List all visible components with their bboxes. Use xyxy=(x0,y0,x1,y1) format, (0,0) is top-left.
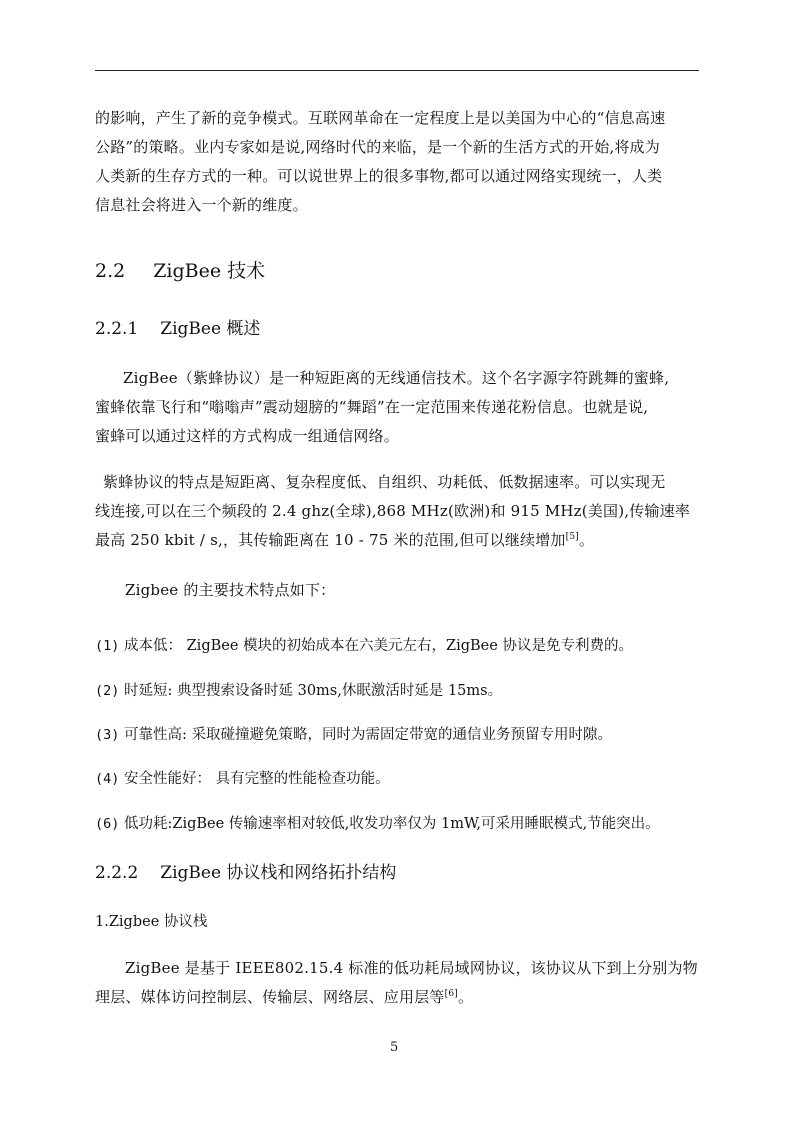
item-text: 可靠性高: 采取碰撞避免策略，同时为需固定带宽的通信业务预留专用时隙。 xyxy=(124,727,612,743)
subsection-title xyxy=(95,911,207,933)
feature-item xyxy=(95,680,502,702)
item-text: 低功耗:ZigBee 传输速率相对较低,收发功率仅为 1mW,可采用睡眠模式,节能突出。 xyxy=(124,816,660,832)
zigbee-overview-paragraph xyxy=(95,364,715,451)
feature-item xyxy=(95,724,612,746)
text-line: ZigBee（紫蜂协议）是一种短距离的无线通信技术。这个名字源字符跳舞的蜜蜂, xyxy=(123,369,670,387)
text-line: 蜜蜂可以通过这样的方式构成一组通信网络。 xyxy=(95,427,400,445)
citation: [5] xyxy=(565,532,579,542)
section-heading-2-2-1 xyxy=(95,318,260,340)
text-line: 线连接,可以在三个频段的 2.4 ghz(全球),868 MHz(欧洲)和 915 MHz(美国),传输速率 xyxy=(95,502,691,520)
features-intro xyxy=(95,576,745,605)
feature-item xyxy=(95,768,390,790)
header-rule xyxy=(95,70,699,71)
section-title: ZigBee 概述 xyxy=(160,319,261,339)
text-line: 公路”的策略。业内专家如是说,网络时代的来临，是一个新的生活方式的开始,将成为 xyxy=(95,138,661,156)
zigbee-features-paragraph xyxy=(95,468,715,555)
text-end: 。 xyxy=(578,531,595,549)
section-heading-2-2 xyxy=(95,259,265,283)
section-number: 2.2.2 xyxy=(95,863,139,883)
subsection-text: 1.Zigbee 协议栈 xyxy=(95,914,208,930)
page-number: 5 xyxy=(390,1040,399,1055)
text-line: 的影响，产生了新的竞争模式。互联网革命在一定程度上是以美国为中心的“信息高速 xyxy=(95,109,666,127)
text-line: 理层、媒体访问控制层、传输层、网络层、应用层等 xyxy=(95,988,445,1006)
item-text: 成本低： ZigBee 模块的初始成本在六美元左右，ZigBee 协议是免专利费的。 xyxy=(124,638,633,654)
feature-item xyxy=(95,813,660,835)
section-heading-2-2-2 xyxy=(95,862,396,884)
citation: [6] xyxy=(444,989,458,999)
text-line: 最高 250 kbit / s,，其传输距离在 10 - 75 米的范围,但可以继续增加 xyxy=(95,531,566,549)
section-number: 2.2 xyxy=(95,260,126,282)
text-end: 。 xyxy=(457,988,474,1006)
item-text: 安全性能好： 具有完整的性能检查功能。 xyxy=(124,771,390,787)
feature-item xyxy=(95,635,633,657)
section-title: ZigBee 技术 xyxy=(153,260,266,282)
text-line: 蜜蜂依靠飞行和“嗡嗡声”震动翅膀的“舞蹈”在一定范围来传递花粉信息。也就是说, xyxy=(95,398,649,416)
section-number: 2.2.1 xyxy=(95,319,139,339)
text-line: 人类新的生存方式的一种。可以说世界上的很多事物,都可以通过网络实现统一，人类 xyxy=(95,167,663,185)
text-line: 紫蜂协议的特点是短距离、复杂程度低、自组织、功耗低、低数据速率。可以实现无 xyxy=(103,473,666,491)
item-number: (4) xyxy=(95,771,120,787)
item-number: (2) xyxy=(95,683,120,699)
item-text: 时延短: 典型搜索设备时延 30ms,休眠激活时延是 15ms。 xyxy=(124,683,503,699)
features-intro-text: Zigbee 的主要技术特点如下： xyxy=(125,581,336,599)
protocol-stack-paragraph xyxy=(95,954,715,1012)
item-number: (6) xyxy=(95,816,120,832)
intro-paragraph xyxy=(95,104,715,220)
section-title: ZigBee 协议栈和网络拓扑结构 xyxy=(160,863,397,883)
text-line: ZigBee 是基于 IEEE802.15.4 标准的低功耗局域网协议，该协议从下到上分别为物 xyxy=(125,959,698,977)
text-line: 信息社会将进入一个新的维度。 xyxy=(95,196,308,214)
item-number: (1) xyxy=(95,638,120,654)
item-number: (3) xyxy=(95,727,120,743)
